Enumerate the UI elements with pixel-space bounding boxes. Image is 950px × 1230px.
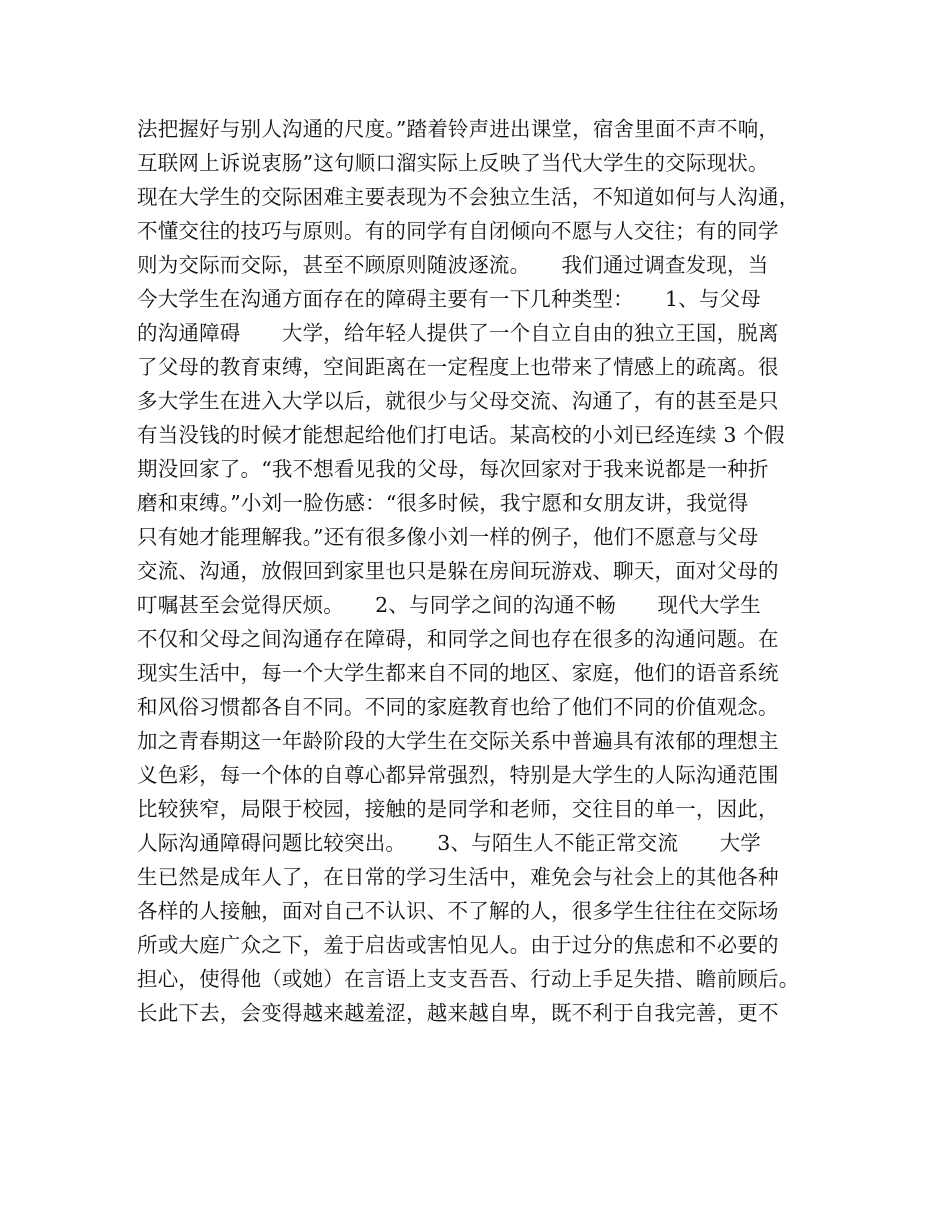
text-line: 加之青春期这一年龄阶段的大学生在交际关系中普遍具有浓郁的理想主 bbox=[137, 729, 779, 753]
text-line: 生已然是成年人了，在日常的学习生活中，难免会与社会上的其他各种 bbox=[137, 865, 779, 889]
text-line: 义色彩，每一个体的自尊心都异常强烈，特别是大学生的人际沟通范围 bbox=[137, 763, 779, 787]
text-line: 只有她才能理解我。”还有很多像小刘一样的例子，他们不愿意与父母 bbox=[137, 525, 759, 549]
text-line: 人际沟通障碍问题比较突出。 3、与陌生人不能正常交流 大学 bbox=[137, 831, 761, 855]
text-line: 所或大庭广众之下，羞于启齿或害怕见人。由于过分的焦虑和不必要的 bbox=[137, 933, 779, 957]
text-line: 比较狭窄，局限于校园，接触的是同学和老师，交往目的单一，因此， bbox=[137, 797, 779, 821]
text-line: 不懂交往的技巧与原则。有的同学有自闭倾向不愿与人交往；有的同学 bbox=[137, 219, 779, 243]
text-line: 叮嘱甚至会觉得厌烦。 2、与同学之间的沟通不畅 现代大学生 bbox=[137, 593, 761, 617]
body-text bbox=[137, 112, 837, 1030]
text-line: 法把握好与别人沟通的尺度。”踏着铃声进出课堂，宿舍里面不声不响， bbox=[137, 117, 780, 141]
text-line: 各样的人接触，面对自己不认识、不了解的人，很多学生往往在交际场 bbox=[137, 899, 779, 923]
text-line: 今大学生在沟通方面存在的障碍主要有一下几种类型： 1、与父母 bbox=[137, 287, 761, 311]
text-line: 担心，使得他（或她）在言语上支支吾吾、行动上手足失措、瞻前顾后。 bbox=[137, 967, 800, 991]
text-line: 有当没钱的时候才能想起给他们打电话。某高校的小刘已经连续 3 个假 bbox=[137, 423, 785, 447]
text-line: 长此下去，会变得越来越羞涩，越来越自卑，既不利于自我完善，更不 bbox=[137, 1001, 779, 1025]
text-line: 磨和束缚。”小刘一脸伤感：“很多时候，我宁愿和女朋友讲，我觉得 bbox=[137, 491, 749, 515]
text-line: 的沟通障碍 大学，给年轻人提供了一个自立自由的独立王国，脱离 bbox=[137, 321, 779, 345]
text-line: 现在大学生的交际困难主要表现为不会独立生活，不知道如何与人沟通， bbox=[137, 185, 800, 209]
text-line: 交流、沟通，放假回到家里也只是躲在房间玩游戏、聊天，面对父母的 bbox=[137, 559, 779, 583]
text-line: 和风俗习惯都各自不同。不同的家庭教育也给了他们不同的价值观念。 bbox=[137, 695, 779, 719]
text-line: 则为交际而交际，甚至不顾原则随波逐流。 我们通过调查发现，当 bbox=[137, 253, 769, 277]
text-line: 多大学生在进入大学以后，就很少与父母交流、沟通了，有的甚至是只 bbox=[137, 389, 779, 413]
text-line: 现实生活中，每一个大学生都来自不同的地区、家庭，他们的语音系统 bbox=[137, 661, 779, 685]
text-line: 互联网上诉说衷肠”这句顺口溜实际上反映了当代大学生的交际现状。 bbox=[137, 151, 769, 175]
text-line: 期没回家了。“我不想看见我的父母，每次回家对于我来说都是一种折 bbox=[137, 457, 769, 481]
text-line: 不仅和父母之间沟通存在障碍，和同学之间也存在很多的沟通问题。在 bbox=[137, 627, 779, 651]
text-line: 了父母的教育束缚，空间距离在一定程度上也带来了情感上的疏离。很 bbox=[137, 355, 779, 379]
